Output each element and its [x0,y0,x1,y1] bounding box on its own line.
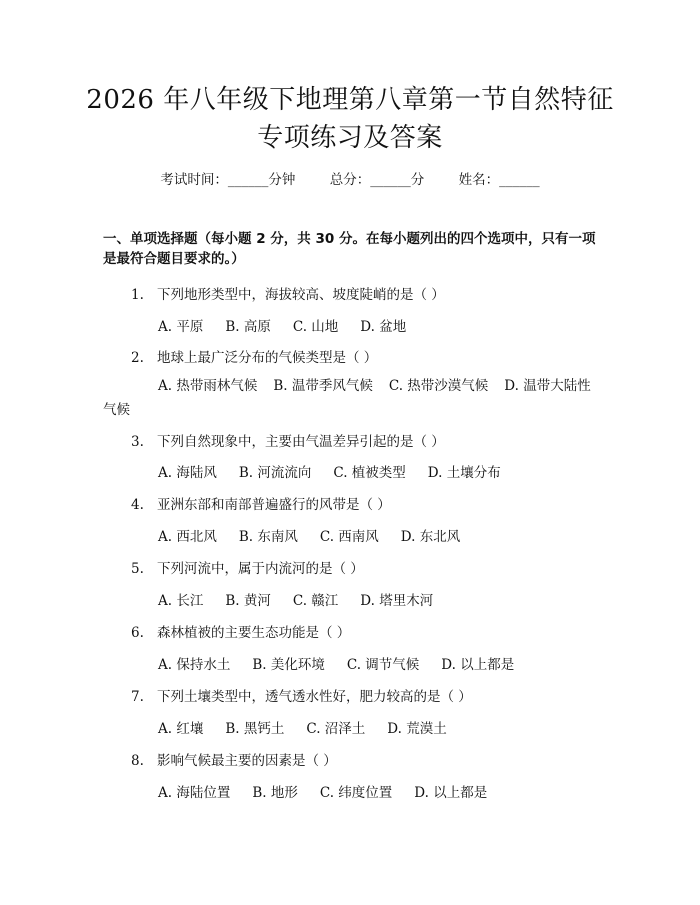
option-b: B. 高原 [225,319,271,335]
student-name-field: 姓名：______ [458,172,540,188]
question-number: 5. [131,561,144,577]
option-a: A. 保持水土 [158,657,231,673]
option-d: D. 以上都是 [414,785,488,801]
question-5-options [158,589,455,609]
question-3-options [158,461,523,481]
option-d: D. 荒漠土 [387,721,447,737]
exam-time-field: 考试时间：______分钟 [160,172,296,188]
question-1 [131,283,445,303]
option-d: D. 土壤分布 [427,465,501,481]
question-text: 森林植被的主要生态功能是（ ） [157,625,351,641]
document-title-line-2: 专项练习及答案 [257,123,443,153]
option-c: C. 西南风 [319,529,379,545]
option-a: A. 热带雨林气候 [158,378,258,394]
option-c: C. 调节气候 [346,657,420,673]
question-text: 地球上最广泛分布的气候类型是（ ） [157,350,378,366]
option-b: B. 河流流向 [238,465,312,481]
question-number: 6. [131,625,144,641]
section-heading: 一、单项选择题（每小题 2 分，共 30 分。在每小题列出的四个选项中，只有一项是最符合题目要求的。） [103,231,596,267]
question-8-options [158,781,509,801]
question-4-options [158,525,482,545]
question-2-options [103,374,600,422]
question-number: 3. [131,434,144,450]
option-a: A. 海陆风 [158,465,217,481]
question-text: 下列河流中，属于内流河的是（ ） [157,561,364,577]
option-c: C. 纬度位置 [319,785,393,801]
total-score-field: 总分：______分 [329,172,425,188]
exam-info-line [0,168,700,188]
option-b: B. 温带季风气候 [273,378,373,394]
option-a: A. 西北风 [158,529,217,545]
question-number: 8. [131,753,144,769]
question-text: 下列自然现象中，主要由气温差异引起的是（ ） [157,434,445,450]
option-b: B. 地形 [252,785,298,801]
option-b: B. 黄河 [225,593,271,609]
question-text: 下列地形类型中，海拔较高、坡度陡峭的是（ ） [157,287,445,303]
option-d: D. 塔里木河 [360,593,434,609]
question-4 [131,493,391,513]
question-text: 亚洲东部和南部普遍盛行的风带是（ ） [157,497,391,513]
option-b: B. 美化环境 [252,657,325,673]
option-a: A. 海陆位置 [158,785,231,801]
question-number: 4. [131,497,144,513]
option-b: B. 东南风 [238,529,298,545]
option-c: C. 热带沙漠气候 [388,378,489,394]
option-d: D. 温带大陆性气候 [103,378,591,418]
option-d: D. 盆地 [360,319,407,335]
option-c: C. 山地 [292,319,339,335]
question-number: 2. [131,350,144,366]
option-c: C. 植被类型 [333,465,406,481]
question-5 [131,557,364,577]
option-a: A. 长江 [158,593,204,609]
option-d: D. 以上都是 [441,657,515,673]
option-c: C. 赣江 [292,593,339,609]
question-text: 影响气候最主要的因素是（ ） [157,753,337,769]
question-6-options [158,653,536,673]
question-7 [131,685,472,705]
question-6 [131,621,350,641]
question-number: 1. [131,287,144,303]
option-b: B. 黑钙土 [225,721,285,737]
option-d: D. 东北风 [400,529,461,545]
question-8 [131,749,337,769]
question-2 [131,346,377,366]
question-7-options [158,717,469,737]
document-title-line-1: 2026 年八年级下地理第八章第一节自然特征 [86,85,614,115]
question-text: 下列土壤类型中，透气透水性好，肥力较高的是（ ） [157,689,472,705]
question-1-options [158,315,428,335]
question-number: 7. [131,689,144,705]
option-a: A. 平原 [158,319,204,335]
option-c: C. 沼泽土 [306,721,366,737]
question-3 [131,430,445,450]
option-a: A. 红壤 [158,721,204,737]
